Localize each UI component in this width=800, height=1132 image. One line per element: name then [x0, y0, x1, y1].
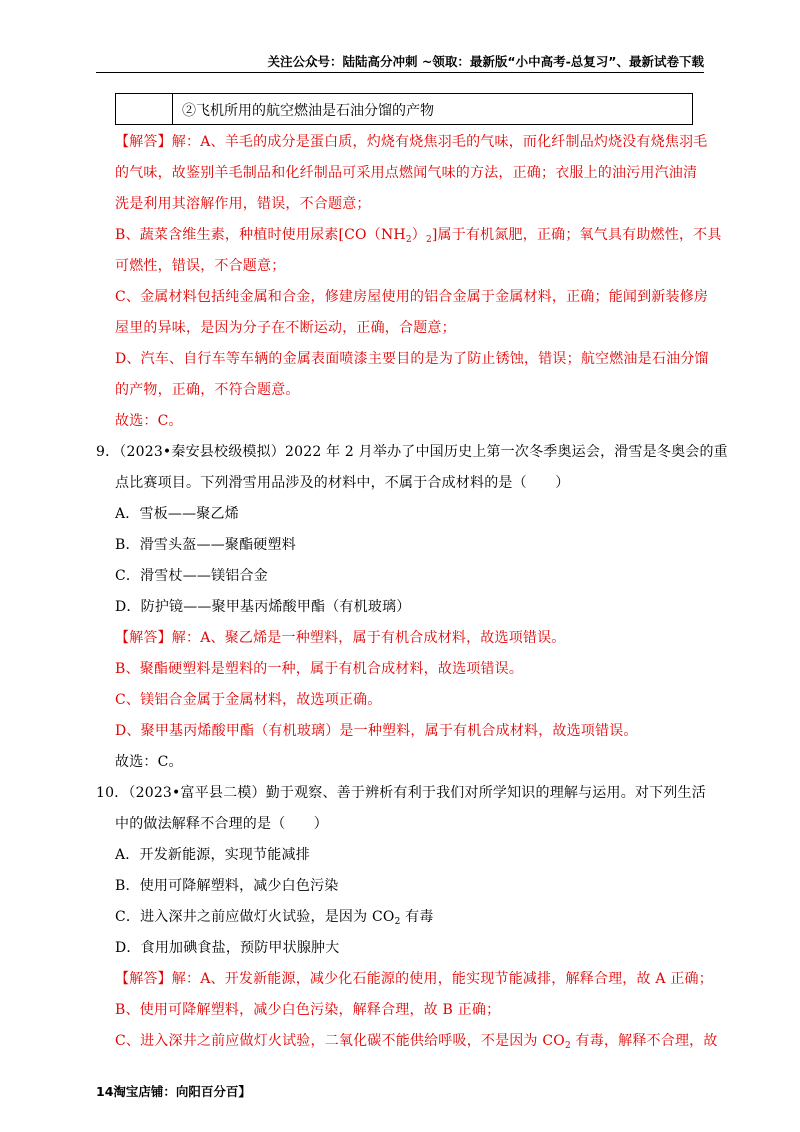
page-header [96, 52, 704, 74]
answer8-line4-a: B、蔬菜含维生素，种植时使用尿素[CO（NH [115, 227, 406, 243]
q10-option-d: D．食用加碘食盐，预防甲状腺肿大 [115, 940, 340, 956]
q9-answer-line3: C、镁铝合金属于金属材料，故选项正确。 [115, 692, 382, 708]
header-rule [96, 72, 704, 73]
answer8-line4-sub2: 2 [425, 235, 432, 245]
answer8-choice: 故选：C。 [115, 413, 183, 429]
q10-option-a: A．开发新能源，实现节能减排 [115, 847, 310, 863]
table-cell-text: ②飞机所用的航空燃油是石油分馏的产物 [182, 103, 434, 119]
q9-answer-line4: D、聚甲基丙烯酸甲酯（有机玻璃）是一种塑料，属于有机合成材料，故选项错误。 [115, 723, 638, 739]
q10-option-c [115, 906, 434, 927]
page-footer: 14淘宝店铺：向阳百分百】 [96, 1084, 251, 1099]
q10-answer-line2: B、使用可降解塑料，减少白色污染，解释合理，故 B 正确； [115, 1002, 501, 1018]
answer8-line3: 洗是利用其溶解作用，错误，不合题意； [115, 196, 371, 212]
answer8-line4-b: ） [411, 227, 426, 243]
q10-option-c-b: 有毒 [400, 909, 434, 925]
q10-option-c-a: C．进入深井之前应做灯火试验，是因为 CO [115, 909, 395, 925]
q10-line1: 10．（2023•富平县二模）勤于观察、善于辨析有利于我们对所学知识的理解与运用。对下列生活 [96, 785, 706, 801]
q10-answer-line3 [115, 1030, 718, 1051]
q9-option-c: C．滑雪杖——镁铝合金 [115, 568, 268, 584]
answer8-line2: 的气味，故鉴别羊毛制品和化纤制品可采用点燃闻气味的方法，正确；衣服上的油污用汽油清 [115, 165, 698, 181]
q9-option-d: D．防护镜——聚甲基丙烯酸甲酯（有机玻璃） [115, 599, 411, 615]
q9-option-a: A．雪板——聚乙烯 [115, 506, 239, 522]
table-fragment [115, 93, 693, 125]
q10-line2: 中的做法解释不合理的是（ ） [115, 816, 328, 832]
answer8-line4 [115, 224, 722, 245]
answer8-line7: 屋里的异味，是因为分子在不断运动，正确，合题意； [115, 320, 456, 336]
q10-answer-line3-b: 有毒，解释不合理，故 [570, 1033, 718, 1049]
answer8-line1: 【解答】解：A、羊毛的成分是蛋白质，灼烧有烧焦羽毛的气味，而化纤制品灼烧没有烧焦羽毛 [115, 134, 708, 150]
table-left-cell [116, 94, 173, 124]
q10-option-c-sub: 2 [394, 917, 401, 927]
q9-answer-line1: 【解答】解：A、聚乙烯是一种塑料，属于有机合成材料，故选项错误。 [115, 630, 566, 646]
q9-choice: 故选：C。 [115, 754, 183, 770]
q10-answer-line1: 【解答】解：A、开发新能源，减少化石能源的使用，能实现节能减排，解释合理，故 A 正确； [115, 971, 713, 987]
q9-answer-line2: B、聚酯硬塑料是塑料的一种，属于有机合成材料，故选项错误。 [115, 661, 524, 677]
q9-line1: 9．（2023•秦安县校级模拟）2022 年 2 月举办了中国历史上第一次冬季奥运会，滑雪是冬奥会的重 [96, 444, 728, 460]
q9-line2: 点比赛项目。下列滑雪用品涉及的材料中，不属于合成材料的是（ ） [115, 475, 570, 491]
q10-answer-line3-sub: 2 [564, 1041, 571, 1051]
answer8-line4-c: ]属于有机氮肥，正确；氧气具有助燃性，不具 [431, 227, 722, 243]
header-text: 关注公众号：陆陆高分冲刺 ~领取：最新版“小中高考-总复习”、最新试卷下载 [267, 54, 704, 69]
answer8-line5: 可燃性，错误，不合题意； [115, 258, 286, 274]
answer8-line6: C、金属材料包括纯金属和合金，修建房屋使用的铝合金属于金属材料，正确；能闻到新装修房 [115, 289, 709, 305]
answer8-line4-sub: 2 [405, 235, 412, 245]
q9-option-b: B．滑雪头盔——聚酯硬塑料 [115, 537, 296, 553]
q10-option-b: B．使用可降解塑料，减少白色污染 [115, 878, 339, 894]
answer8-line9: 的产物，正确，不符合题意。 [115, 382, 300, 398]
q10-answer-line3-a: C、进入深井之前应做灯火试验，二氧化碳不能供给呼吸，不是因为 CO [115, 1033, 565, 1049]
answer8-line8: D、汽车、自行车等车辆的金属表面喷漆主要目的是为了防止锈蚀，错误；航空燃油是石油分馏 [115, 351, 709, 367]
